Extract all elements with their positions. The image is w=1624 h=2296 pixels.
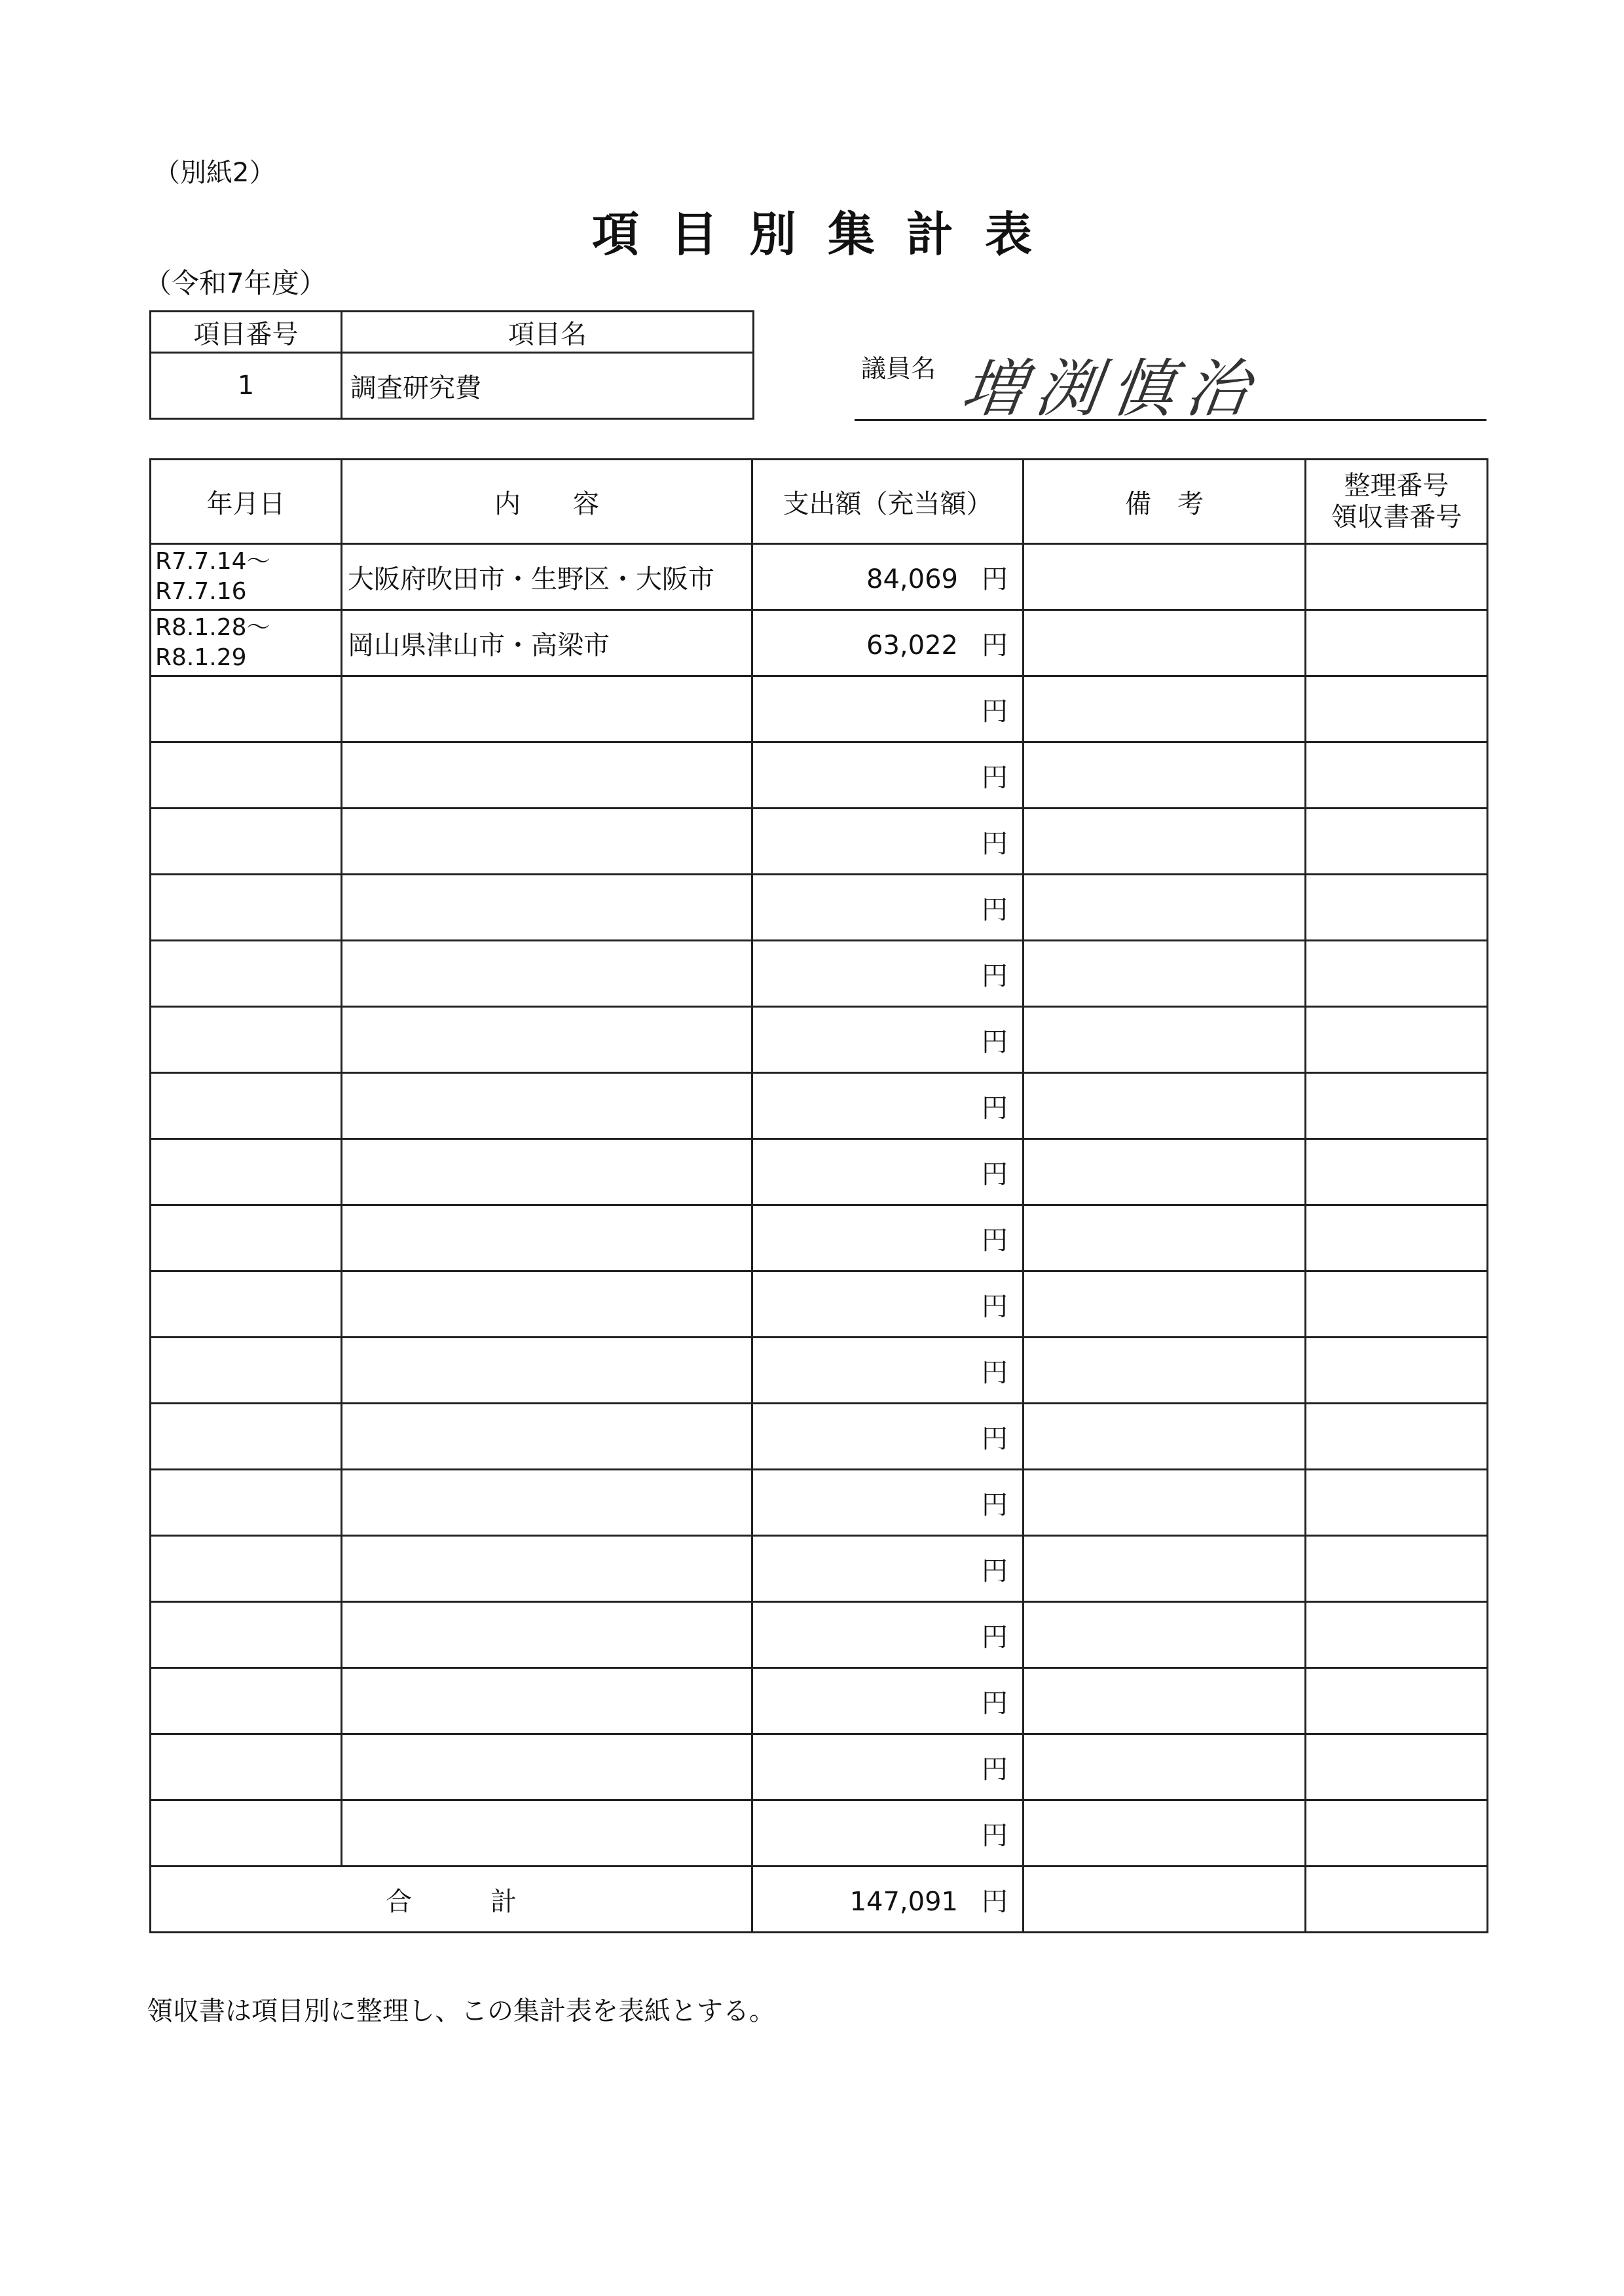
row-reference [1306, 1271, 1488, 1338]
currency-unit: 円 [982, 1159, 1008, 1190]
row-remarks [1024, 809, 1306, 875]
row-remarks [1024, 610, 1306, 676]
row-date-from: R8.1.28～ [155, 614, 270, 641]
row-amount [752, 742, 1024, 809]
row-reference [1306, 1470, 1488, 1536]
row-remarks [1024, 1536, 1306, 1602]
row-amount [752, 1470, 1024, 1536]
item-number-header: 項目番号 [151, 312, 342, 353]
currency-unit: 円 [982, 1489, 1008, 1520]
table-row [151, 1271, 1488, 1338]
currency-unit: 円 [982, 960, 1008, 991]
table-row [151, 1338, 1488, 1404]
total-amount-value: 147,091 [849, 1886, 958, 1917]
row-content [342, 742, 752, 809]
table-row [151, 1536, 1488, 1602]
currency-unit: 円 [982, 1754, 1008, 1785]
table-row [151, 1404, 1488, 1470]
row-content: 大阪府吹田市・生野区・大阪市 [342, 544, 752, 610]
currency-unit: 円 [982, 894, 1008, 925]
row-content [342, 1602, 752, 1668]
row-date [151, 676, 342, 742]
row-content [342, 1800, 752, 1867]
row-amount [752, 1338, 1024, 1404]
row-remarks [1024, 742, 1306, 809]
member-name-label: 議員名 [861, 354, 936, 383]
table-header-row [151, 460, 1488, 544]
row-content [342, 809, 752, 875]
table-row [151, 1470, 1488, 1536]
row-content [342, 875, 752, 941]
currency-unit: 円 [982, 564, 1008, 594]
currency-unit: 円 [982, 1820, 1008, 1851]
row-amount [752, 1734, 1024, 1800]
row-date [151, 1536, 342, 1602]
row-amount [752, 1073, 1024, 1139]
row-reference [1306, 610, 1488, 676]
row-content [342, 1271, 752, 1338]
row-content [342, 941, 752, 1007]
row-reference [1306, 1734, 1488, 1800]
row-reference [1306, 1073, 1488, 1139]
row-amount-value: 63,022 [866, 630, 958, 661]
row-remarks [1024, 1668, 1306, 1734]
row-amount [752, 875, 1024, 941]
row-date [151, 1205, 342, 1271]
row-date [151, 941, 342, 1007]
row-content [342, 1007, 752, 1073]
row-remarks [1024, 941, 1306, 1007]
row-remarks [1024, 1271, 1306, 1338]
row-amount [752, 610, 1024, 676]
row-reference [1306, 1800, 1488, 1867]
row-remarks [1024, 1139, 1306, 1205]
row-amount [752, 1668, 1024, 1734]
item-table [149, 310, 754, 420]
table-row [151, 1734, 1488, 1800]
row-amount [752, 1271, 1024, 1338]
row-reference [1306, 1205, 1488, 1271]
table-row [151, 1800, 1488, 1867]
row-content [342, 1205, 752, 1271]
total-reference [1306, 1867, 1488, 1933]
row-date-from: R7.7.14～ [155, 548, 270, 575]
currency-unit: 円 [982, 1357, 1008, 1388]
reference-header-line2: 領収書番号 [1331, 502, 1462, 532]
row-reference [1306, 676, 1488, 742]
row-date [151, 1007, 342, 1073]
row-reference [1306, 1602, 1488, 1668]
table-row [151, 1668, 1488, 1734]
row-amount [752, 1205, 1024, 1271]
row-remarks [1024, 1007, 1306, 1073]
reference-header [1306, 460, 1488, 544]
row-reference [1306, 1404, 1488, 1470]
currency-unit: 円 [982, 1225, 1008, 1256]
signature-line [855, 419, 1486, 421]
row-amount [752, 1602, 1024, 1668]
table-row [151, 1139, 1488, 1205]
currency-unit: 円 [982, 696, 1008, 727]
table-row [151, 875, 1488, 941]
table-row [151, 742, 1488, 809]
table-row [151, 941, 1488, 1007]
fiscal-year: （令和7年度） [144, 267, 327, 299]
table-row [151, 1007, 1488, 1073]
row-content [342, 1470, 752, 1536]
row-remarks [1024, 1734, 1306, 1800]
item-number-value: 1 [151, 353, 342, 419]
row-amount [752, 1007, 1024, 1073]
row-reference [1306, 544, 1488, 610]
row-remarks [1024, 676, 1306, 742]
row-reference [1306, 742, 1488, 809]
row-remarks [1024, 1800, 1306, 1867]
row-content: 岡山県津山市・高梁市 [342, 610, 752, 676]
row-amount [752, 809, 1024, 875]
row-content [342, 1073, 752, 1139]
expense-table [149, 458, 1488, 1933]
row-date-to: R7.7.16 [155, 578, 247, 605]
row-content [342, 1668, 752, 1734]
amount-header: 支出額（充当額） [752, 460, 1024, 544]
row-content [342, 676, 752, 742]
currency-unit: 円 [982, 1423, 1008, 1454]
row-date-to: R8.1.29 [155, 644, 247, 671]
row-remarks [1024, 875, 1306, 941]
total-remarks [1024, 1867, 1306, 1933]
row-remarks [1024, 1404, 1306, 1470]
row-content [342, 1338, 752, 1404]
currency-unit: 円 [982, 1688, 1008, 1719]
footnote: 領収書は項目別に整理し、この集計表を表紙とする。 [147, 1996, 775, 2026]
total-amount [752, 1867, 1024, 1933]
row-reference [1306, 875, 1488, 941]
currency-unit: 円 [982, 1027, 1008, 1057]
row-reference [1306, 809, 1488, 875]
table-row [151, 1073, 1488, 1139]
row-remarks [1024, 544, 1306, 610]
reference-header-line1: 整理番号 [1344, 471, 1449, 501]
row-remarks [1024, 1205, 1306, 1271]
currency-unit: 円 [982, 1093, 1008, 1123]
row-date [151, 1338, 342, 1404]
row-amount-value: 84,069 [866, 564, 958, 594]
currency-unit: 円 [982, 1556, 1008, 1586]
row-amount [752, 1800, 1024, 1867]
item-name-header: 項目名 [342, 312, 754, 353]
row-date [151, 1073, 342, 1139]
row-content [342, 1404, 752, 1470]
row-date [151, 875, 342, 941]
row-amount [752, 676, 1024, 742]
row-amount [752, 544, 1024, 610]
currency-unit: 円 [982, 1291, 1008, 1322]
total-row [151, 1867, 1488, 1933]
currency-unit: 円 [982, 630, 1008, 661]
member-signature: 増渕慎治 [957, 352, 1266, 426]
page-title: 項目別集計表 [591, 207, 1063, 262]
row-content [342, 1139, 752, 1205]
row-amount [752, 1139, 1024, 1205]
row-date [151, 1800, 342, 1867]
row-date [151, 1139, 342, 1205]
table-row [151, 676, 1488, 742]
row-date [151, 610, 342, 676]
row-date [151, 1668, 342, 1734]
row-remarks [1024, 1470, 1306, 1536]
date-header: 年月日 [151, 460, 342, 544]
row-remarks [1024, 1602, 1306, 1668]
row-amount [752, 1404, 1024, 1470]
row-date [151, 1602, 342, 1668]
currency-unit: 円 [982, 828, 1008, 859]
row-reference [1306, 941, 1488, 1007]
table-row [151, 544, 1488, 610]
row-date [151, 1271, 342, 1338]
table-row [151, 809, 1488, 875]
attachment-label: （別紙2） [154, 158, 276, 188]
row-content [342, 1734, 752, 1800]
table-row [151, 1205, 1488, 1271]
total-label: 合計 [151, 1867, 752, 1933]
row-amount [752, 1536, 1024, 1602]
remarks-header: 備 考 [1024, 460, 1306, 544]
row-reference [1306, 1668, 1488, 1734]
table-row [151, 1602, 1488, 1668]
row-amount [752, 941, 1024, 1007]
item-name-value: 調査研究費 [342, 353, 754, 419]
row-date [151, 1404, 342, 1470]
table-row [151, 610, 1488, 676]
currency-unit: 円 [982, 1886, 1008, 1917]
row-reference [1306, 1536, 1488, 1602]
content-header: 内 容 [342, 460, 752, 544]
row-reference [1306, 1007, 1488, 1073]
row-date [151, 1470, 342, 1536]
row-reference [1306, 1139, 1488, 1205]
row-remarks [1024, 1073, 1306, 1139]
row-content [342, 1536, 752, 1602]
row-date [151, 544, 342, 610]
row-date [151, 1734, 342, 1800]
row-remarks [1024, 1338, 1306, 1404]
currency-unit: 円 [982, 1622, 1008, 1652]
row-date [151, 809, 342, 875]
row-reference [1306, 1338, 1488, 1404]
currency-unit: 円 [982, 762, 1008, 793]
row-date [151, 742, 342, 809]
